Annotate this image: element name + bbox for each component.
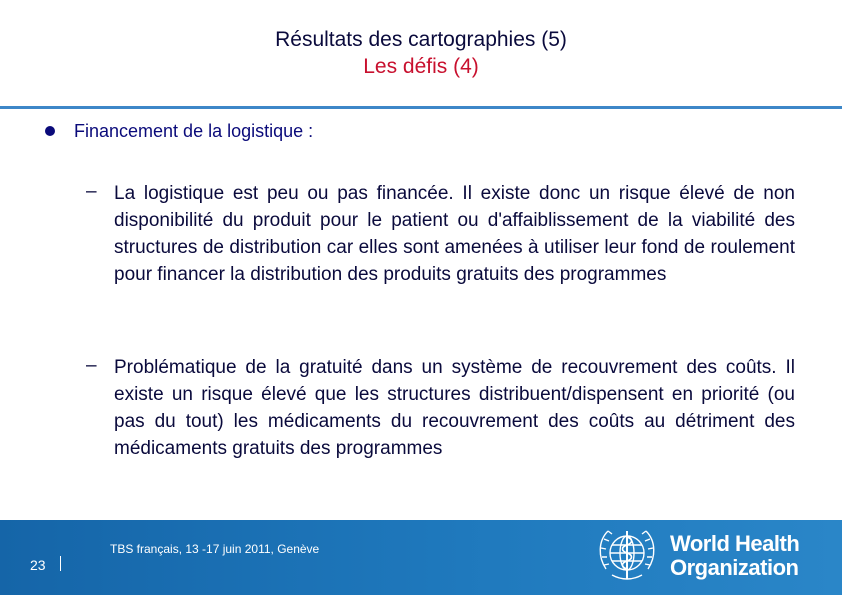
- sub-bullet-2: Problématique de la gratuité dans un système de recouvrement des coûts. Il existe un risque élevé que les structures distribuent/dispensent en priorité (ou pas du tout) les médicaments du recouvrement des coûts au détriment des médicaments gratuits des programmes: [114, 357, 795, 459]
- who-logo-line1: World Health: [670, 531, 800, 556]
- who-emblem-icon: [592, 523, 662, 589]
- bullet-icon: [45, 126, 55, 136]
- footer-note: TBS français, 13 -17 juin 2011, Genève: [110, 542, 320, 556]
- page-number: 23: [30, 557, 46, 573]
- slide-title-block: [0, 26, 842, 80]
- who-logo-text: [670, 532, 799, 580]
- sub-bullet-1: La logistique est peu ou pas financée. Il existe donc un risque élevé de non disponibilité du produit pour le patient ou d'affaiblissement de la viabilité des structures de distribution car elles sont amenées à utiliser leur fond de roulement pour financer la distribution des produits gratuits des programmes: [114, 183, 795, 285]
- dash-icon: –: [86, 181, 97, 202]
- slide-subtitle: Les défis (4): [363, 55, 479, 78]
- page-number-divider: [60, 556, 61, 571]
- main-bullet: Financement de la logistique :: [74, 121, 314, 141]
- dash-icon: –: [86, 355, 97, 376]
- who-logo-line2: Organization: [670, 555, 799, 580]
- slide-title: Résultats des cartographies (5): [275, 28, 567, 51]
- title-divider: [0, 106, 842, 109]
